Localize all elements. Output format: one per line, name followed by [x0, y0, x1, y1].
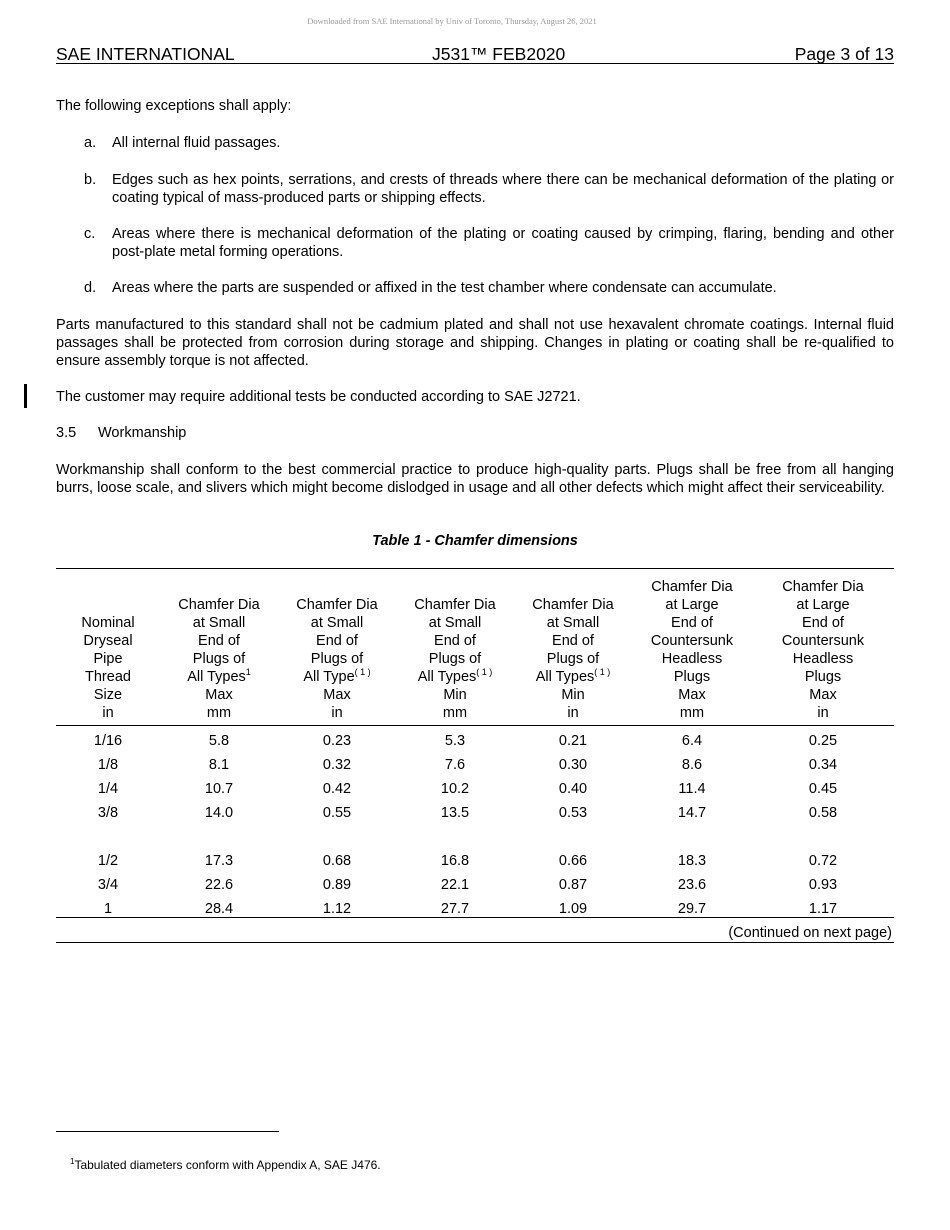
- footnote-mark: 1: [70, 1157, 75, 1166]
- column-header-line: End of: [316, 633, 358, 649]
- header-page-number: Page 3 of 13: [794, 44, 894, 64]
- column-header: [56, 614, 160, 722]
- table-cell: 28.4: [204, 901, 234, 917]
- table-cell: 8.1: [208, 757, 230, 773]
- column-header-line: in: [567, 705, 579, 721]
- column-header: [278, 596, 396, 722]
- table-cell: 1/16: [93, 733, 123, 749]
- list-text: Areas where the parts are suspended or affixed in the test chamber where condensate can accumulate.: [112, 280, 777, 296]
- table-cell: 0.25: [808, 733, 838, 749]
- column-header-line: Plugs: [804, 669, 842, 685]
- table-cell: 23.6: [677, 877, 707, 893]
- table-cell: 5.8: [208, 733, 230, 749]
- list-marker: c.: [84, 226, 96, 242]
- column-header-line: Plugs of: [546, 651, 600, 667]
- table-cell: 0.58: [808, 805, 838, 821]
- download-watermark: Downloaded from SAE International by Univ of Toronto, Thursday, August 26, 2021: [307, 16, 597, 26]
- column-header: [752, 578, 894, 722]
- column-header-line: Min: [443, 687, 467, 703]
- table-cell: 0.21: [558, 733, 588, 749]
- column-header-line: Thread: [85, 669, 131, 685]
- table-cell: 0.45: [808, 781, 838, 797]
- table-top-rule: [56, 568, 894, 569]
- column-header: [396, 596, 514, 722]
- column-header-line: Min: [561, 687, 585, 703]
- column-header-line: in: [102, 705, 114, 721]
- table-cell: 0.89: [322, 877, 352, 893]
- table-end-rule: [56, 942, 894, 943]
- table-cell: 0.87: [558, 877, 588, 893]
- table-cell: 0.30: [558, 757, 588, 773]
- table-cell: 14.0: [204, 805, 234, 821]
- table-cell: 1: [103, 901, 113, 917]
- table-cell: 17.3: [204, 853, 234, 869]
- column-header-line: Plugs: [673, 669, 711, 685]
- column-header-line: End of: [198, 633, 240, 649]
- footnote-ref: ( 1 ): [476, 667, 493, 678]
- column-header-line: mm: [206, 705, 232, 721]
- footnote-ref: ( 1 ): [594, 667, 611, 678]
- table-cell: 0.68: [322, 853, 352, 869]
- footnote: [70, 1158, 381, 1172]
- table-cell: 1.12: [322, 901, 352, 917]
- column-header-line: All Types$^1$: [187, 667, 251, 685]
- column-header-line: Headless: [661, 651, 723, 667]
- header-doc-id: J531™ FEB2020: [432, 44, 566, 64]
- continued-note: (Continued on next page): [728, 925, 892, 941]
- table-cell: 10.7: [204, 781, 234, 797]
- column-header-line: mm: [442, 705, 468, 721]
- table-title: Table 1 - Chamfer dimensions: [372, 533, 578, 549]
- table-cell: 29.7: [677, 901, 707, 917]
- table-cell: 16.8: [440, 853, 470, 869]
- section-number: 3.5: [56, 425, 77, 441]
- footnote-text: Tabulated diameters conform with Appendix A, SAE J476.: [74, 1158, 381, 1172]
- column-header-line: Countersunk: [650, 633, 734, 649]
- table-cell: 3/4: [97, 877, 119, 893]
- column-header-line: Max: [809, 687, 837, 703]
- customer-paragraph: The customer may require additional tests be conducted according to SAE J2721.: [56, 389, 581, 405]
- column-header-line: in: [331, 705, 343, 721]
- list-text: All internal fluid passages.: [112, 135, 281, 151]
- column-header-line: at Small: [428, 615, 482, 631]
- table-cell: 0.55: [322, 805, 352, 821]
- revision-bar: [24, 384, 27, 408]
- column-header-line: Chamfer Dia: [178, 597, 260, 613]
- column-header-line: Chamfer Dia: [414, 597, 496, 613]
- table-cell: 0.53: [558, 805, 588, 821]
- column-header-line: at Large: [796, 597, 850, 613]
- column-header-line: Chamfer Dia: [532, 597, 614, 613]
- table-cell: 1.09: [558, 901, 588, 917]
- table-cell: 0.72: [808, 853, 838, 869]
- column-header-line: Max: [678, 687, 706, 703]
- section-title: Workmanship: [98, 425, 187, 441]
- column-header-line: at Large: [665, 597, 719, 613]
- column-header-line: All Types$^{( 1 )}$: [417, 667, 493, 685]
- exceptions-intro: The following exceptions shall apply:: [56, 98, 292, 114]
- table-cell: 10.2: [440, 781, 470, 797]
- column-header-line: Chamfer Dia: [296, 597, 378, 613]
- column-header-line: Plugs of: [310, 651, 364, 667]
- column-header-line: Nominal: [81, 615, 135, 631]
- table-cell: 5.3: [444, 733, 466, 749]
- table-cell: 3/8: [97, 805, 119, 821]
- column-header-line: at Small: [192, 615, 246, 631]
- column-header-line: End of: [671, 615, 713, 631]
- footnote-ref: 1: [245, 667, 251, 678]
- footnote-ref: ( 1 ): [354, 667, 371, 678]
- column-header-line: Max: [205, 687, 233, 703]
- table-cell: 18.3: [677, 853, 707, 869]
- column-header-line: Plugs of: [428, 651, 482, 667]
- column-header-line: at Small: [546, 615, 600, 631]
- table-header-rule: [56, 725, 894, 726]
- page-header: [56, 44, 894, 64]
- column-header-line: End of: [434, 633, 476, 649]
- table-cell: 22.1: [440, 877, 470, 893]
- list-text: Areas where there is mechanical deformation of the plating or coating caused by crimping, flaring, bending and other post-plate metal forming operations.: [112, 226, 894, 260]
- table-cell: 13.5: [440, 805, 470, 821]
- list-marker: a.: [84, 135, 97, 151]
- column-header-line: Chamfer Dia: [651, 579, 733, 595]
- table-cell: 1/4: [97, 781, 119, 797]
- footnote-rule: [56, 1131, 279, 1132]
- column-header: [514, 596, 632, 722]
- list-marker: b.: [84, 172, 97, 188]
- column-header-line: All Types$^{( 1 )}$: [535, 667, 611, 685]
- table-cell: 0.42: [322, 781, 352, 797]
- column-header-line: Max: [323, 687, 351, 703]
- table-cell: 14.7: [677, 805, 707, 821]
- table-cell: 1/2: [97, 853, 119, 869]
- column-header-line: Headless: [792, 651, 854, 667]
- cadmium-paragraph: Parts manufactured to this standard shall not be cadmium plated and shall not use hexavalent chromate coatings. Internal fluid passages shall be protected from corrosion during storage and shipping. Changes in plating or coating shall be re-qualified to ensure assembly torque is not affected.: [56, 317, 894, 369]
- header-org: SAE INTERNATIONAL: [56, 44, 235, 64]
- table-cell: 8.6: [681, 757, 703, 773]
- table-bottom-rule: [56, 917, 894, 918]
- list-marker: d.: [84, 280, 97, 296]
- column-header-line: End of: [802, 615, 844, 631]
- column-header-line: in: [817, 705, 829, 721]
- column-header-line: Countersunk: [781, 633, 865, 649]
- workmanship-paragraph: Workmanship shall conform to the best commercial practice to produce high-quality parts. Plugs shall be free from all hanging burrs, loose scale, and slivers which might become dislodged in usage and all other defects which might affect their serviceability.: [56, 462, 894, 496]
- table-cell: 0.93: [808, 877, 838, 893]
- table-cell: 0.40: [558, 781, 588, 797]
- column-header: [632, 578, 752, 722]
- table-cell: 0.34: [808, 757, 838, 773]
- column-header-line: End of: [552, 633, 594, 649]
- table-cell: 1.17: [808, 901, 838, 917]
- table-cell: 0.23: [322, 733, 352, 749]
- table-cell: 11.4: [678, 781, 706, 797]
- table-cell: 22.6: [204, 877, 234, 893]
- table-cell: 6.4: [681, 733, 703, 749]
- column-header-line: Size: [93, 687, 123, 703]
- table-cell: 0.32: [322, 757, 352, 773]
- column-header: [160, 596, 278, 722]
- column-header-line: Dryseal: [83, 633, 133, 649]
- column-header-line: All Type$^{( 1 )}$: [303, 667, 371, 685]
- column-header-line: mm: [679, 705, 705, 721]
- list-text: Edges such as hex points, serrations, and crests of threads where there can be mechanical deformation of the plating or coating typical of mass-produced parts or shipping effects.: [112, 172, 894, 206]
- table-cell: 27.7: [440, 901, 470, 917]
- column-header-line: Plugs of: [192, 651, 246, 667]
- table-cell: 0.66: [558, 853, 588, 869]
- column-header-line: at Small: [310, 615, 364, 631]
- column-header-line: Pipe: [93, 651, 123, 667]
- table-cell: 1/8: [97, 757, 119, 773]
- table-cell: 7.6: [444, 757, 466, 773]
- column-header-line: Chamfer Dia: [782, 579, 864, 595]
